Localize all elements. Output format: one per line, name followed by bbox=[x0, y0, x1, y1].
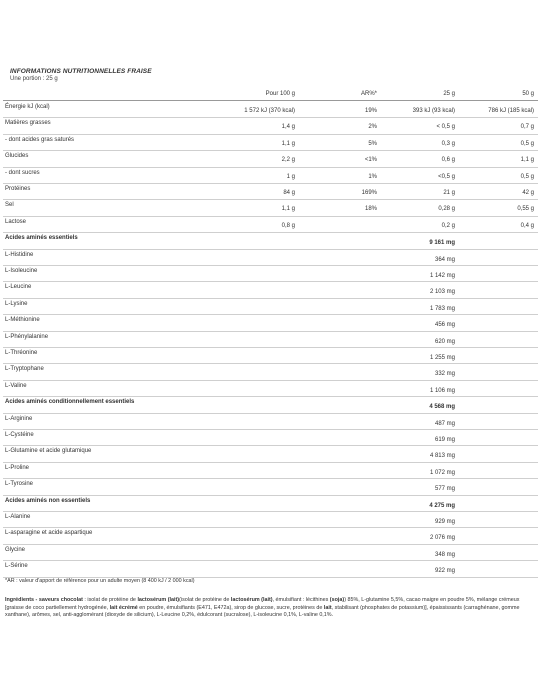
row-label: L-Valine bbox=[5, 382, 27, 389]
table-row bbox=[0, 431, 540, 445]
table-row bbox=[0, 415, 540, 429]
column-header-25g: 25 g bbox=[443, 91, 455, 97]
row-label: L-Tryptophane bbox=[5, 366, 44, 373]
table-row bbox=[0, 103, 540, 117]
cell-25g: 21 g bbox=[443, 190, 455, 196]
row-label: L-Alanine bbox=[5, 514, 31, 520]
cell-25g: 456 mg bbox=[434, 322, 455, 329]
table-row bbox=[0, 300, 540, 314]
ingredient-text: : isolat de protéine de bbox=[82, 597, 138, 603]
cell-50g: 0,5 g bbox=[520, 140, 534, 147]
cell-50g: 42 g bbox=[522, 190, 534, 196]
ingredient-highlight: Ingrédients - saveurs chocolat bbox=[5, 597, 83, 603]
row-divider bbox=[3, 527, 538, 528]
row-label: - dont sucres bbox=[5, 169, 40, 176]
cell-50g: 786 kJ (185 kcal) bbox=[488, 108, 534, 114]
ingredient-text: , stabilisant (phosphates de potassium)], épaississants (carraghénane, gomme xanthane), arômes, sel, anti-agglomérant (dioxyde de silicium), L-Leucine 0,2%, édulcorant (sucralose), L-isoleucine 0,1%, L-valine 0,1%. bbox=[5, 604, 520, 619]
row-divider bbox=[3, 199, 538, 200]
cell-25g: 0,3 g bbox=[441, 140, 455, 147]
table-row bbox=[0, 349, 540, 363]
cell-per-100g: 1 572 kJ (370 kcal) bbox=[244, 108, 295, 114]
row-label: Glucides bbox=[5, 153, 29, 160]
row-divider bbox=[3, 445, 538, 446]
row-divider bbox=[3, 314, 538, 315]
row-label: L-Glutamine et acide glutamique bbox=[5, 448, 92, 455]
cell-50g: 0,4 g bbox=[520, 222, 534, 229]
cell-25g: 4 813 mg bbox=[429, 453, 455, 460]
row-divider bbox=[3, 544, 538, 545]
cell-25g: 922 mg bbox=[434, 568, 455, 575]
row-label: L-Isoleucine bbox=[5, 268, 38, 274]
row-label: L-Leucine bbox=[5, 284, 32, 291]
row-label: Lactose bbox=[5, 218, 27, 225]
row-label: Matières grasses bbox=[5, 120, 51, 127]
cell-ar: 5% bbox=[368, 140, 377, 147]
table-row bbox=[0, 398, 540, 412]
cell-25g: 487 mg bbox=[434, 420, 455, 427]
ingredient-text: (isolat de protéine de bbox=[179, 597, 231, 603]
table-row bbox=[0, 497, 540, 511]
column-header-ar: AR%* bbox=[360, 91, 377, 97]
row-divider bbox=[3, 183, 538, 184]
ingredient-text: ) 85%, L-glutamine 5,5%, cacao maigre en poudre 5%, mélange crémeux [graisse de coco partiellement hydrogénée, bbox=[5, 597, 520, 611]
row-label: L-Phénylalanine bbox=[5, 333, 49, 340]
cell-25g: 1 106 mg bbox=[429, 387, 455, 394]
row-divider bbox=[3, 380, 538, 381]
row-label: Énergie kJ (kcal) bbox=[5, 104, 50, 110]
cell-25g: 1 783 mg bbox=[429, 305, 455, 312]
row-label: L-Sérine bbox=[5, 563, 28, 570]
ingredient-highlight: lait bbox=[323, 604, 332, 611]
cell-25g: 0,28 g bbox=[438, 206, 455, 213]
cell-50g: 1,1 g bbox=[520, 157, 534, 164]
row-divider bbox=[3, 150, 538, 151]
cell-25g: 332 mg bbox=[434, 371, 455, 378]
cell-ar: 1% bbox=[368, 173, 377, 180]
cell-25g: 2 076 mg bbox=[429, 535, 455, 542]
cell-25g: 577 mg bbox=[434, 486, 455, 493]
cell-per-100g: 2,2 g bbox=[281, 157, 295, 164]
table-row bbox=[0, 152, 540, 166]
row-divider bbox=[3, 117, 538, 118]
column-header-per-100g: Pour 100 g bbox=[265, 91, 295, 97]
cell-25g: 393 kJ (93 kcal) bbox=[412, 108, 455, 114]
table-header-rule bbox=[3, 100, 538, 101]
table-row bbox=[0, 267, 540, 281]
cell-ar: 19% bbox=[364, 108, 377, 114]
cell-25g: <0,5 g bbox=[438, 173, 455, 180]
nutrition-header bbox=[10, 68, 152, 82]
cell-25g: 2 103 mg bbox=[429, 289, 455, 296]
cell-25g: 348 mg bbox=[434, 551, 455, 558]
cell-ar: 18% bbox=[364, 206, 377, 213]
table-row bbox=[0, 546, 540, 560]
table-row bbox=[0, 185, 540, 199]
cell-50g: 0,7 g bbox=[520, 124, 534, 131]
row-label: L-Tyrosine bbox=[5, 481, 34, 488]
row-divider bbox=[3, 511, 538, 512]
column-header-50g: 50 g bbox=[522, 91, 534, 97]
cell-25g: 364 mg bbox=[434, 256, 455, 263]
row-divider bbox=[3, 134, 538, 135]
row-label: Sel bbox=[5, 202, 14, 209]
row-divider bbox=[3, 281, 538, 282]
cell-per-100g: 84 g bbox=[283, 190, 295, 196]
row-divider bbox=[3, 232, 538, 233]
cell-50g: 0,5 g bbox=[520, 173, 534, 180]
cell-per-100g: 1,1 g bbox=[281, 206, 295, 213]
table-row bbox=[0, 529, 540, 543]
cell-25g: < 0,5 g bbox=[436, 124, 455, 131]
cell-per-100g: 1 g bbox=[286, 173, 295, 180]
cell-per-100g: 0,8 g bbox=[281, 222, 295, 229]
row-divider bbox=[3, 363, 538, 364]
row-divider bbox=[3, 462, 538, 463]
ingredient-highlight: (soja) bbox=[329, 597, 345, 603]
cell-ar: 2% bbox=[368, 124, 377, 131]
row-divider bbox=[3, 413, 538, 414]
row-divider bbox=[3, 347, 538, 348]
nutrition-title: INFORMATIONS NUTRITIONNELLES FRAISE bbox=[10, 68, 152, 75]
cell-50g: 0,55 g bbox=[517, 206, 534, 213]
row-label: - dont acides gras saturés bbox=[5, 136, 75, 143]
table-row bbox=[0, 316, 540, 330]
row-label: L-Cystéine bbox=[5, 432, 34, 438]
table-row bbox=[0, 382, 540, 396]
row-label: Acides aminés essentiels bbox=[5, 235, 78, 242]
row-label: Acides aminés conditionnellement essentiels bbox=[5, 399, 135, 406]
portion-size: Une portion : 25 g bbox=[10, 76, 58, 82]
table-row bbox=[0, 251, 540, 265]
row-label: L-asparagine et acide aspartique bbox=[5, 530, 93, 537]
cell-25g: 619 mg bbox=[434, 437, 455, 443]
table-row bbox=[0, 136, 540, 150]
table-row bbox=[0, 169, 540, 183]
table-row bbox=[0, 218, 540, 232]
cell-25g: 929 mg bbox=[434, 519, 455, 525]
table-row bbox=[0, 283, 540, 297]
table-row bbox=[0, 333, 540, 347]
row-divider bbox=[3, 478, 538, 479]
row-label: L-Proline bbox=[5, 464, 30, 471]
ingredient-highlight: lactosérum (lait) bbox=[230, 597, 273, 603]
reference-footnote: *AR : valeur d'apport de référence pour un adulte moyen (8 400 kJ / 2 000 kcal) bbox=[5, 578, 195, 584]
row-divider bbox=[3, 560, 538, 561]
ingredient-highlight: lactosérum (lait) bbox=[137, 597, 180, 603]
row-divider bbox=[3, 396, 538, 397]
cell-25g: 9 161 mg bbox=[429, 240, 455, 247]
table-row bbox=[0, 201, 540, 215]
cell-25g: 1 255 mg bbox=[429, 355, 455, 361]
row-divider bbox=[3, 298, 538, 299]
table-row bbox=[0, 365, 540, 379]
row-divider bbox=[3, 495, 538, 496]
table-row bbox=[0, 562, 540, 576]
ingredient-text: , émulsifiant : lécithines bbox=[272, 597, 330, 603]
row-divider bbox=[3, 167, 538, 168]
ingredient-highlight: lait écrémé bbox=[109, 604, 138, 611]
row-divider bbox=[3, 249, 538, 250]
table-row bbox=[0, 513, 540, 527]
row-label: Protéines bbox=[5, 186, 31, 192]
row-divider bbox=[3, 216, 538, 217]
row-label: L-Méthionine bbox=[5, 317, 40, 324]
row-label: L-Thréonine bbox=[5, 350, 38, 356]
cell-ar: 169% bbox=[361, 190, 377, 196]
row-divider bbox=[3, 429, 538, 430]
cell-25g: 1 072 mg bbox=[429, 469, 455, 476]
row-label: L-Arginine bbox=[5, 415, 33, 422]
table-row bbox=[0, 480, 540, 494]
cell-25g: 4 568 mg bbox=[429, 404, 455, 411]
cell-ar: <1% bbox=[364, 157, 377, 164]
table-row bbox=[0, 234, 540, 248]
cell-25g: 0,6 g bbox=[441, 157, 455, 164]
cell-25g: 0,2 g bbox=[441, 222, 455, 229]
table-row bbox=[0, 119, 540, 133]
cell-per-100g: 1,4 g bbox=[281, 124, 295, 131]
cell-per-100g: 1,1 g bbox=[281, 140, 295, 147]
cell-25g: 4 275 mg bbox=[429, 502, 455, 509]
table-row bbox=[0, 447, 540, 461]
row-divider bbox=[3, 331, 538, 332]
table-row bbox=[0, 464, 540, 478]
ingredients-text bbox=[5, 597, 535, 620]
row-label: L-Lysine bbox=[5, 300, 28, 307]
row-label: Glycine bbox=[5, 546, 26, 553]
ingredient-text: en poudre, émulsifiants (E471, E472a), sirop de glucose, sucre, protéines de bbox=[137, 604, 324, 611]
row-label: L-Histidine bbox=[5, 251, 34, 258]
cell-25g: 620 mg bbox=[434, 338, 455, 345]
cell-25g: 1 142 mg bbox=[429, 273, 455, 279]
row-divider bbox=[3, 265, 538, 266]
row-label: Acides aminés non essentiels bbox=[5, 497, 91, 504]
